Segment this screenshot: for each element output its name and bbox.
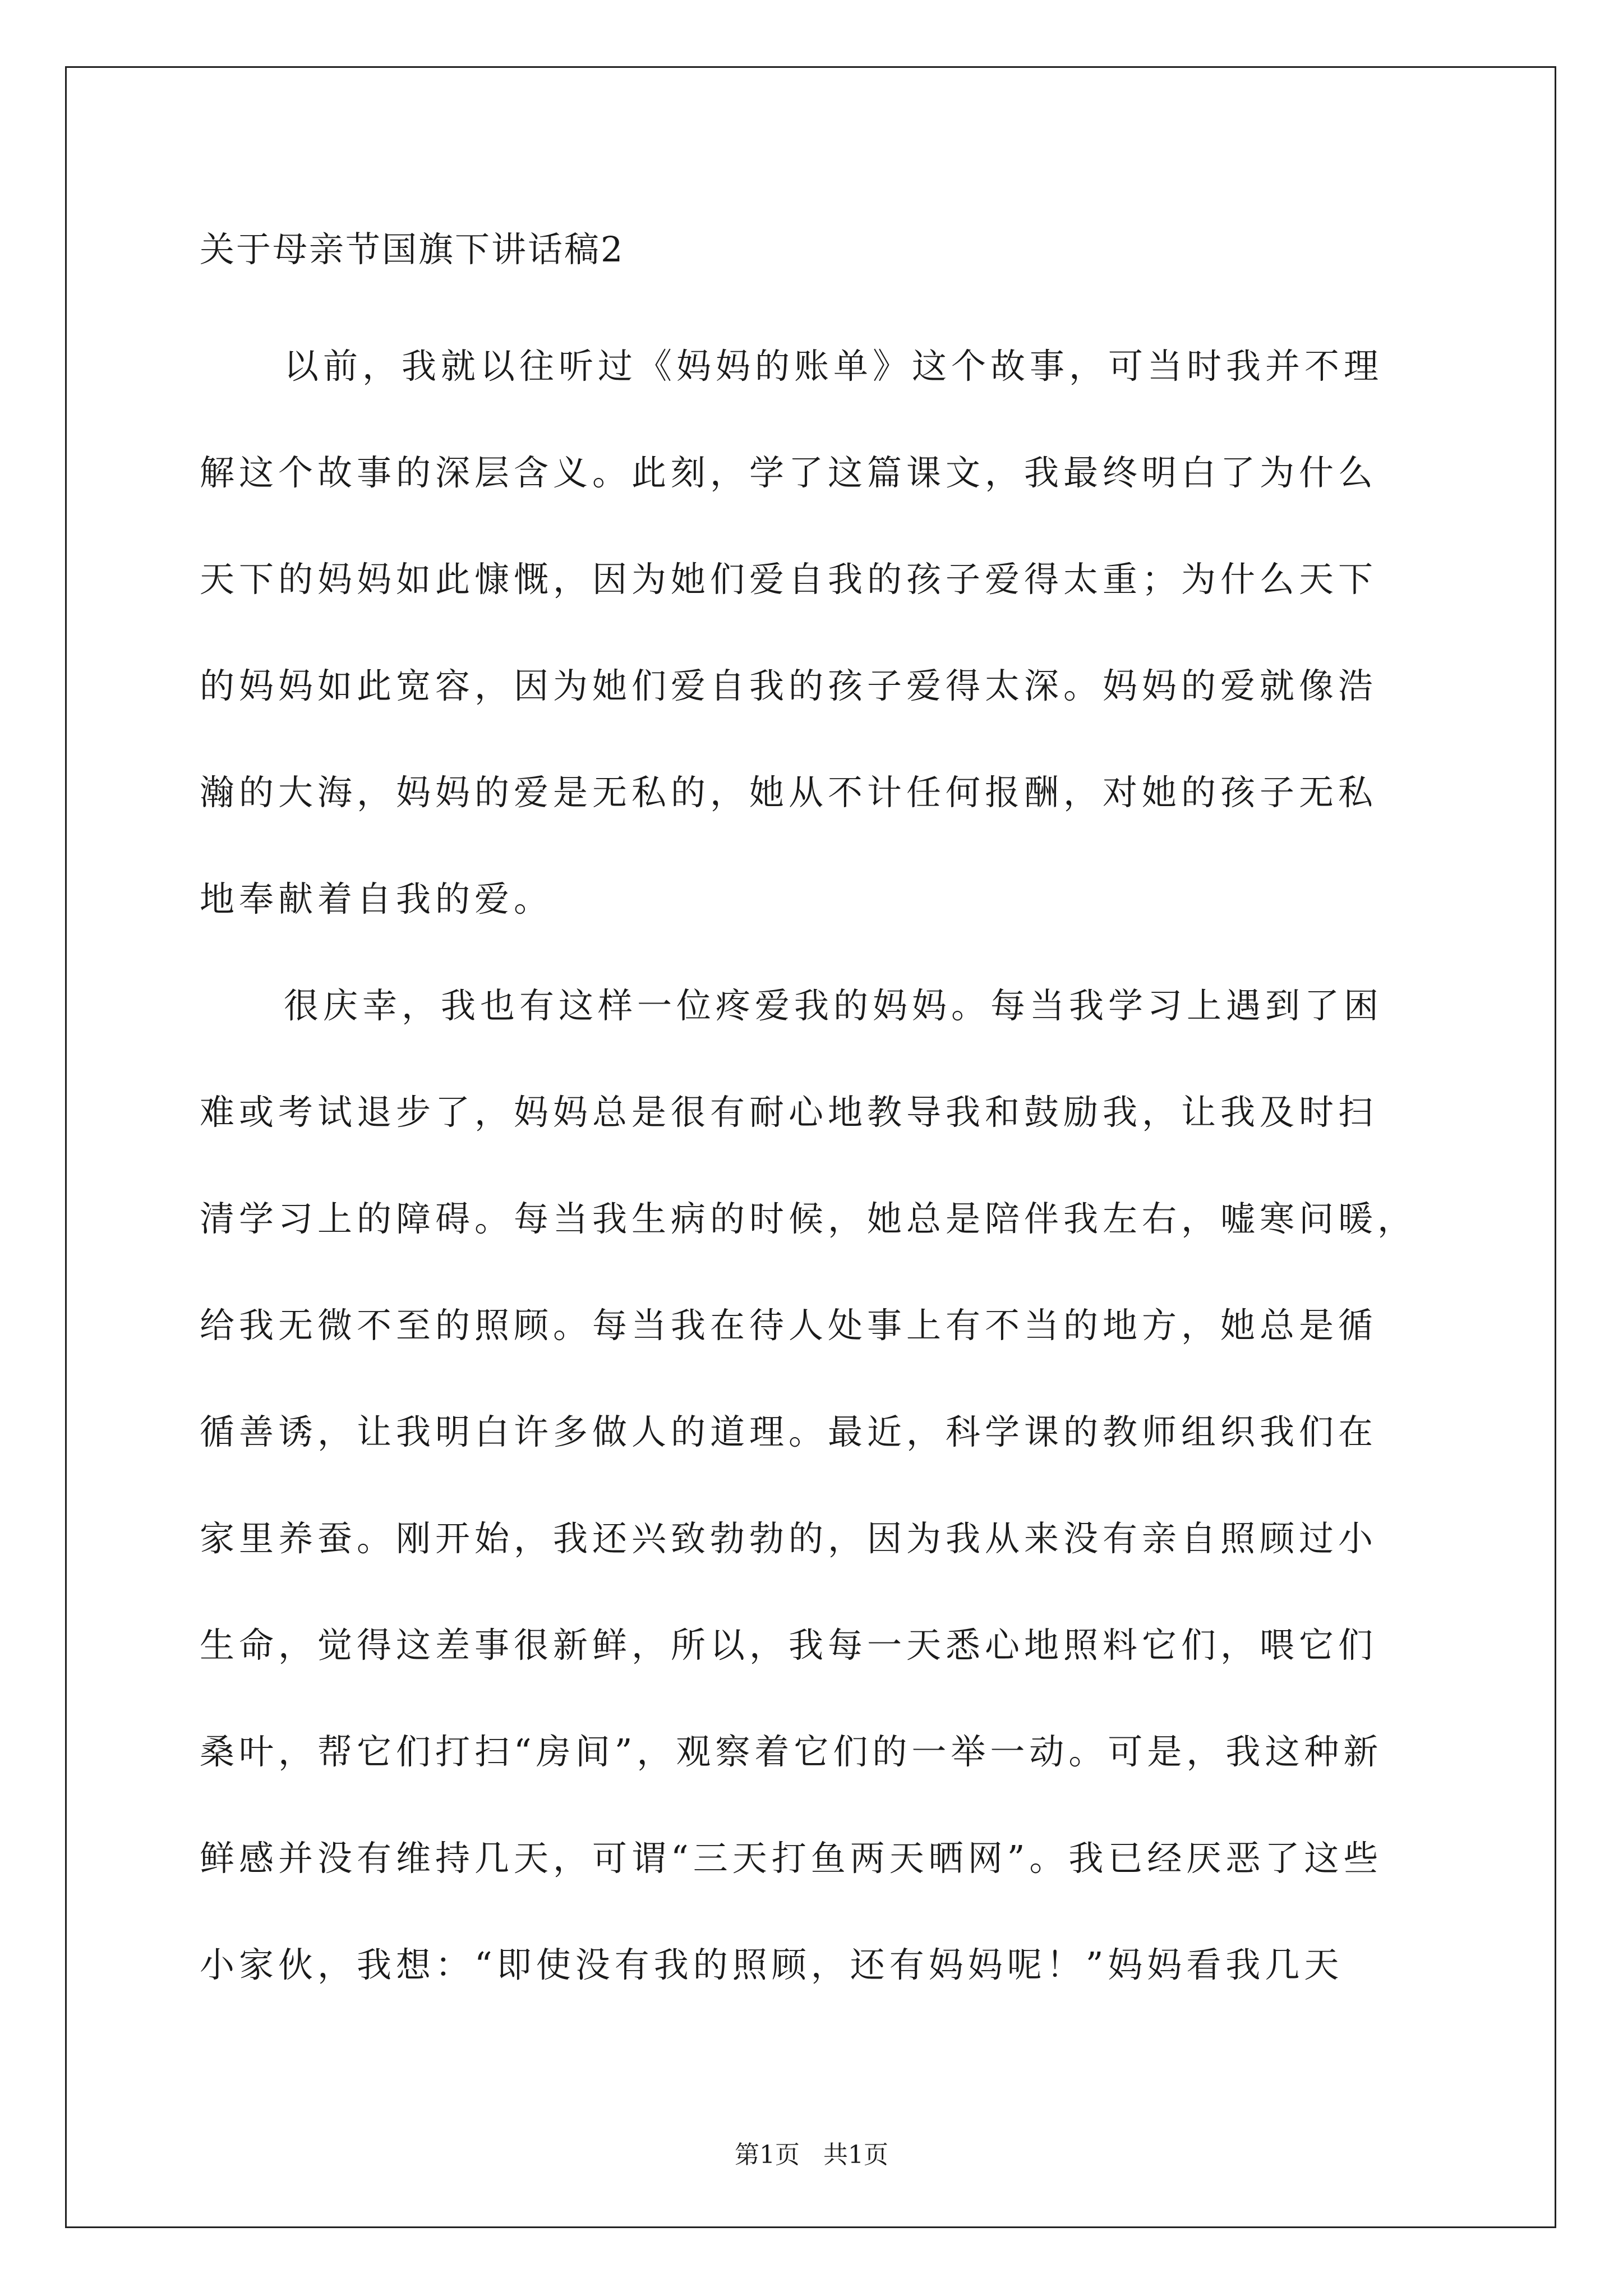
paragraph-line: 地奉献着自我的爱。 [200,878,554,919]
paragraph-line: 的妈妈如此宽容，因为她们爱自我的孩子爱得太深。妈妈的爱就像浩 [200,665,1378,706]
paragraph-line: 桑叶，帮它们打扫“房间”，观察着它们的一举一动。可是，我这种新 [200,1731,1383,1772]
paragraph-line: 循善诱，让我明白许多做人的道理。最近，科学课的教师组织我们在 [200,1411,1378,1452]
page-border [65,66,1556,2228]
paragraph-line: 清学习上的障碍。每当我生病的时候，她总是陪伴我左右，嘘寒问暖， [200,1198,1417,1239]
paragraph-line: 瀚的大海，妈妈的爱是无私的，她从不计任何报酬，对她的孩子无私 [200,772,1378,813]
paragraph-line: 很庆幸，我也有这样一位疼爱我的妈妈。每当我学习上遇到了困 [284,985,1384,1026]
paragraph-line: 小家伙，我想：“即使没有我的照顾，还有妈妈呢！”妈妈看我几天 [200,1944,1344,1985]
paragraph-line: 天下的妈妈如此慷慨，因为她们爱自我的孩子爱得太重；为什么天下 [200,559,1378,600]
document-title: 关于母亲节国旗下讲话稿2 [200,229,625,270]
paragraph-line: 解这个故事的深层含义。此刻，学了这篇课文，我最终明白了为什么 [200,452,1378,493]
paragraph-line: 难或考试退步了，妈妈总是很有耐心地教导我和鼓励我，让我及时扫 [200,1092,1378,1133]
paragraph-line: 生命，觉得这差事很新鲜，所以，我每一天悉心地照料它们，喂它们 [200,1625,1378,1665]
paragraph-line: 家里养蚕。刚开始，我还兴致勃勃的，因为我从来没有亲自照顾过小 [200,1518,1378,1559]
paragraph-line: 以前，我就以往听过《妈妈的账单》这个故事，可当时我并不理 [284,346,1384,386]
paragraph-line: 给我无微不至的照顾。每当我在待人处事上有不当的地方，她总是循 [200,1305,1378,1346]
page-footer: 第1页 共1页 [735,2141,888,2169]
paragraph-line: 鲜感并没有维持几天，可谓“三天打鱼两天晒网”。我已经厌恶了这些 [200,1838,1383,1879]
